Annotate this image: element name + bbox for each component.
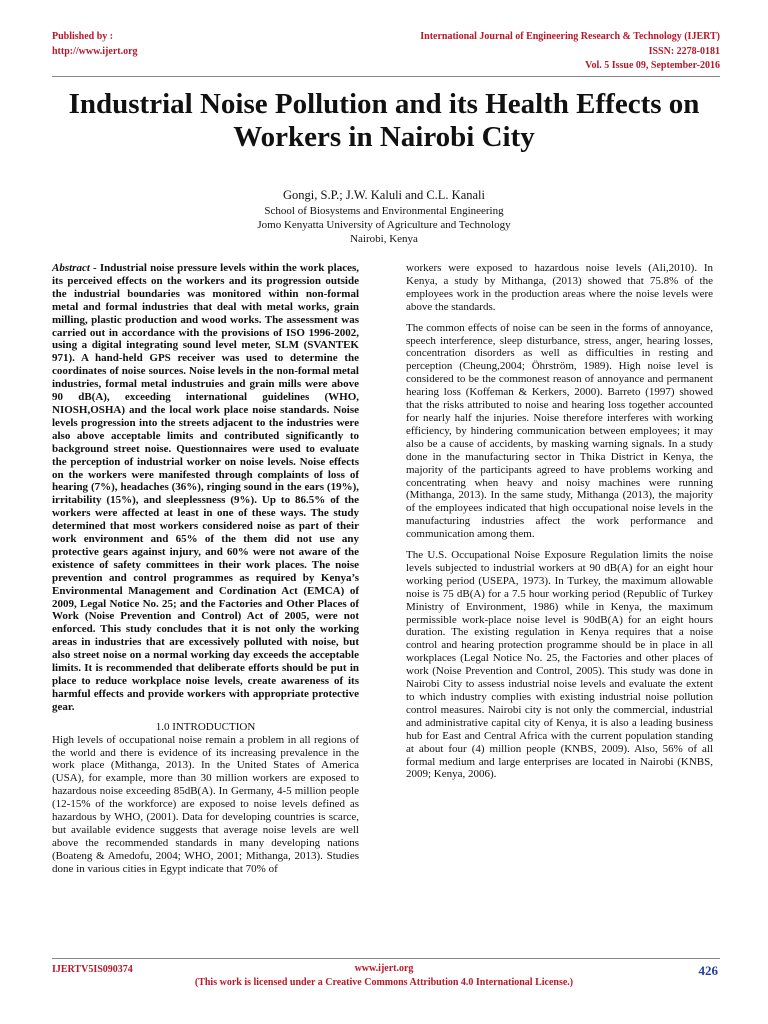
intro-paragraph-1: High levels of occupational noise remain a problem in all regions of the world and there is evidence of its increasing prevalence in the work place (Mithanga, 2013). In the United States of America (USA), for example, more than 30 million workers are exposed to hazardous noise exceeding 85dB(A). In Germany, 4-5 million people (12-15% of the workforce) are exposed to noise levels defined as hazardous by WHO, (2001). Data for developing countries is scarce, but available evidence suggests that average noise levels are well above the recommended standards in many developing nations (Boateng & Amedofu, 2004; WHO, 2001; Mithanga, 2013). Studies done in various cities in Egypt indicate that 70% of xyxy=(52,733,359,875)
header-journal-info xyxy=(420,30,720,74)
published-by-label: Published by : xyxy=(52,31,114,42)
footer-license: (This work is licensed under a Creative Commons Attribution 4.0 International License.) xyxy=(194,977,574,988)
footer-paper-id: IJERTV5IS090374 xyxy=(52,964,133,975)
section-heading-introduction: 1.0 INTRODUCTION xyxy=(155,720,256,733)
left-column xyxy=(52,262,359,876)
affiliation-school: School of Biosystems and Environmental Engineering xyxy=(264,205,504,217)
site-url-link[interactable]: http://www.ijert.org xyxy=(52,45,138,57)
body-paragraph-1: workers were exposed to hazardous noise levels (Ali,2010). In Kenya, a study by Mithanga, (2013) showed that 75.8% of the employees work in the production areas where the noise levels were above the standards. xyxy=(406,262,713,313)
footer-url-link[interactable]: www.ijert.org xyxy=(354,963,414,974)
journal-name: International Journal of Engineering Research & Technology (IJERT) xyxy=(420,31,720,42)
header-divider xyxy=(52,76,720,77)
paper-authors: Gongi, S.P.; J.W. Kaluli and C.L. Kanali xyxy=(283,188,485,202)
footer-divider xyxy=(52,958,720,959)
header-publisher xyxy=(52,30,138,59)
volume-issue: Vol. 5 Issue 09, September-2016 xyxy=(585,60,720,71)
affiliation-location: Nairobi, Kenya xyxy=(350,233,418,245)
issn: ISSN: 2278-0181 xyxy=(648,45,720,57)
page-number: 426 xyxy=(698,963,718,978)
body-paragraph-3: The U.S. Occupational Noise Exposure Regulation limits the noise levels subjected to industrial workers at 90 dB(A) for an eight hour working period (USEPA, 1973). In Turkey, the maximum allowable noise is 75 dB(A) for a 7.5 hour working period (Republic of Turkey Ministry of Environment, 1986) while in Kenya, the maximum permissible work-place noise level is 90dB(A) for an eight hours duration. The existing regulation in Kenya requires that a noise control and hearing protection programme should be in place in all workplaces (Legal Notice No. 25, the Factories and other places of work (Noise Prevention and Control, 2005). This study was done in Nairobi City to assess industrial noise levels and evaluate the extent to which industry complies with existing industrial noise pollution control measures. Nairobi city is not only the commercial, industrial and administrative capital city of Kenya, it is also a leading business hub for East and Central Africa with the current population standing at about four (4) million people (KNBS, 2009). Also, 56% of all formal medium and large enterprises are located in Nairobi (KNBS, 2009; Kenya, 2006). xyxy=(406,549,713,781)
abstract-text: - Industrial noise pressure levels within the work places, its perceived effects on the workers and its progression outside the industrial boundaries was monitored within non-formal metal and formal industries that deal with metal works, grain milling, plastic production and wood works. The assessment was carried out in accordance with the provisions of ISO 1996-2002, using a digital integrating sound level meter, SLM (SVANTEK 971). A hand-held GPS receiver was used to determine the coordinates of noise sources. Noise levels in the non-formal metal industries, formal metal industruies and grain mills were above 90 dB(A), exceeding international guidelines (WHO, NIOSH,OSHA) and the local work place noise standards. Noise levels progression into the streets adjacent to the industries were also above acceptable limits and contributed significantly to background street noise. Questionnaires were used to evaluate the perception of industrial worker on noise levels. Noise effects on the workers were manifested through complaints of loss of hearing (7%), headaches (36%), ringing sound in the ears (19%), irritability (15%), and sleeplessness (9%). Up to 86.5% of the workers were affected at least in one of these ways. The study determined that most workers considered noise as part of their work environment and 65% of the them did not use any protective gears against injury, and 60% were not aware of the existence of safety committees in their work places. The noise prevention and control programmes as required by Kenya’s Environmental Management and Cordination Act (EMCA) of 2009, Legal Notice No. 25; and the Factories and Other Places of Work (Noise Prevention and Control) Act of 2005, were not enforced. This study concludes that it is not only the working areas in industries that are excessively polluted with noise, but also street noise on a normal working day exceeds the acceptable limits. It is recommended that deliberate efforts should be put in place to reduce workplace noise levels, create awareness of its harmful effects and provide workers with appropriate protective gear. xyxy=(52,262,359,713)
paper-title: Industrial Noise Pollution and its Health Effects on Workers in Nairobi City xyxy=(68,88,700,153)
affiliation xyxy=(40,204,728,246)
abstract xyxy=(52,262,359,714)
body-paragraph-2: The common effects of noise can be seen in the forms of annoyance, speech interference, sleep disturbance, stress, anger, hearing losses, concentration disorders as well as difficulties in resting and perception (Cheung,2004; Öhrström, 1989). High noise level is considered to be the commonest reason of annoyance and permanent hearing loss (Koffeman & Kerkers, 2000). Barreto (1997) showed that the risks attributed to noise and hearing loss together accounted for nearly half the injuries. Noise therefore interferes with working efficiency, by hindering communication between employees; it may also be a cause of accidents, by masking warning signals. In a study done in the manufacturing sector in Thika District in Kenya, the majority of the participants agreed to have problems working and concentrating when heavy and noisy machines were running (Mithanga, 2013). In the same study, Mithanga (2013), the majority of the employees indicated that high occupational noise levels in the manufacturing industries affect the work performance and communication among them. xyxy=(406,321,713,541)
affiliation-university: Jomo Kenyatta University of Agriculture and Technology xyxy=(257,219,511,231)
abstract-label: Abstract xyxy=(52,262,90,274)
right-column xyxy=(406,262,713,781)
